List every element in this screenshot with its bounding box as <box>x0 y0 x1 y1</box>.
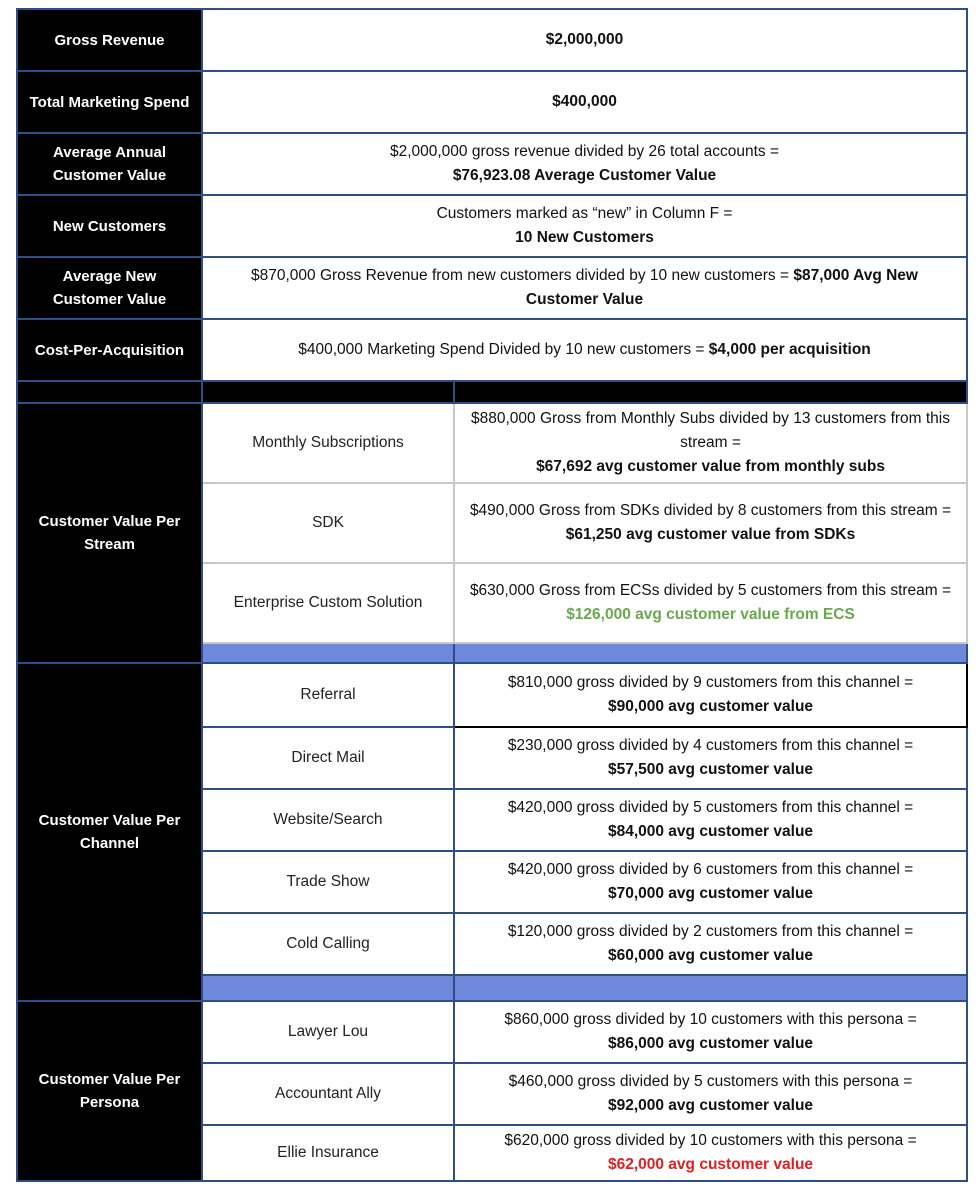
stream-result: $61,250 avg customer value from SDKs <box>565 526 856 543</box>
channel-result: $90,000 avg customer value <box>607 698 814 715</box>
avg-annual-row <box>17 133 967 195</box>
gross-revenue-label: Gross Revenue <box>17 9 202 71</box>
persona-desc <box>454 1001 967 1063</box>
gross-revenue-row <box>17 9 967 71</box>
cpa-row <box>17 319 967 381</box>
channel-name: Referral <box>202 663 454 727</box>
stream-result: $67,692 avg customer value from monthly subs <box>536 458 885 475</box>
marketing-spend-row <box>17 71 967 133</box>
channel-desc <box>454 663 967 727</box>
avg-annual-result: $76,923.08 Average Customer Value <box>452 167 717 184</box>
separator-cell <box>454 381 967 403</box>
avg-new-value <box>202 257 967 319</box>
channel-text: $420,000 gross divided by 5 customers from this channel = <box>507 799 914 816</box>
stream-name: Enterprise Custom Solution <box>202 563 454 643</box>
separator-row <box>17 381 967 403</box>
separator-cell <box>454 643 967 663</box>
avg-new-text: $870,000 Gross Revenue from new customers divided by 10 new customers = <box>251 267 794 284</box>
persona-text: $460,000 gross divided by 5 customers with this persona = <box>508 1073 913 1090</box>
stream-desc <box>454 563 967 643</box>
channel-name: Trade Show <box>202 851 454 913</box>
cpa-value <box>202 319 967 381</box>
channel-result: $60,000 avg customer value <box>607 947 814 964</box>
channel-result: $84,000 avg customer value <box>607 823 814 840</box>
persona-text: $620,000 gross divided by 10 customers with this persona = <box>504 1132 917 1149</box>
stream-text: $490,000 Gross from SDKs divided by 8 customers from this stream = <box>469 502 952 519</box>
separator-cell <box>202 643 454 663</box>
new-customers-row <box>17 195 967 257</box>
cpa-result: $4,000 per acquisition <box>708 341 871 358</box>
avg-new-label: Average New Customer Value <box>17 257 202 319</box>
avg-new-result: $87,000 Avg New Customer Value <box>525 267 918 308</box>
persona-label: Customer Value Per Persona <box>17 1001 202 1181</box>
channel-desc <box>454 727 967 789</box>
new-customers-text: Customers marked as “new” in Column F = <box>436 205 733 222</box>
channel-text: $230,000 gross divided by 4 customers from this channel = <box>507 737 914 754</box>
new-customers-result: 10 New Customers <box>515 229 654 246</box>
separator-cell <box>17 381 202 403</box>
channel-result: $57,500 avg customer value <box>607 761 814 778</box>
channel-desc <box>454 789 967 851</box>
persona-name: Ellie Insurance <box>202 1125 454 1181</box>
stream-row <box>17 403 967 483</box>
marketing-spend-label: Total Marketing Spend <box>17 71 202 133</box>
stream-desc <box>454 403 967 483</box>
stream-desc <box>454 483 967 563</box>
avg-annual-text: $2,000,000 gross revenue divided by 26 total accounts = <box>389 143 780 160</box>
stream-result: $126,000 avg customer value from ECS <box>566 606 855 623</box>
persona-result: $86,000 avg customer value <box>607 1035 814 1052</box>
cpa-label: Cost-Per-Acquisition <box>17 319 202 381</box>
separator-cell <box>202 975 454 1001</box>
persona-desc <box>454 1125 967 1181</box>
channel-desc <box>454 851 967 913</box>
persona-name: Lawyer Lou <box>202 1001 454 1063</box>
new-customers-value <box>202 195 967 257</box>
channel-result: $70,000 avg customer value <box>607 885 814 902</box>
stream-name: Monthly Subscriptions <box>202 403 454 483</box>
persona-desc <box>454 1063 967 1125</box>
separator-cell <box>454 975 967 1001</box>
channel-row <box>17 663 967 727</box>
cpa-text: $400,000 Marketing Spend Divided by 10 new customers = <box>298 341 709 358</box>
avg-annual-value <box>202 133 967 195</box>
customer-value-table <box>16 8 968 1182</box>
new-customers-label: New Customers <box>17 195 202 257</box>
stream-label: Customer Value Per Stream <box>17 403 202 663</box>
persona-result: $92,000 avg customer value <box>607 1097 814 1114</box>
gross-revenue-value: $2,000,000 <box>202 9 967 71</box>
channel-desc <box>454 913 967 975</box>
channel-text: $120,000 gross divided by 2 customers from this channel = <box>507 923 914 940</box>
channel-text: $810,000 gross divided by 9 customers from this channel = <box>507 674 914 691</box>
stream-text: $880,000 Gross from Monthly Subs divided by 13 customers from this stream = <box>471 410 950 451</box>
stream-name: SDK <box>202 483 454 563</box>
channel-label: Customer Value Per Channel <box>17 663 202 1001</box>
separator-cell <box>202 381 454 403</box>
channel-name: Website/Search <box>202 789 454 851</box>
channel-name: Cold Calling <box>202 913 454 975</box>
persona-row <box>17 1001 967 1063</box>
avg-annual-label: Average Annual Customer Value <box>17 133 202 195</box>
persona-name: Accountant Ally <box>202 1063 454 1125</box>
channel-name: Direct Mail <box>202 727 454 789</box>
avg-new-row <box>17 257 967 319</box>
persona-result: $62,000 avg customer value <box>607 1156 814 1173</box>
persona-text: $860,000 gross divided by 10 customers with this persona = <box>504 1011 917 1028</box>
marketing-spend-value: $400,000 <box>202 71 967 133</box>
stream-text: $630,000 Gross from ECSs divided by 5 customers from this stream = <box>469 582 952 599</box>
channel-text: $420,000 gross divided by 6 customers from this channel = <box>507 861 914 878</box>
